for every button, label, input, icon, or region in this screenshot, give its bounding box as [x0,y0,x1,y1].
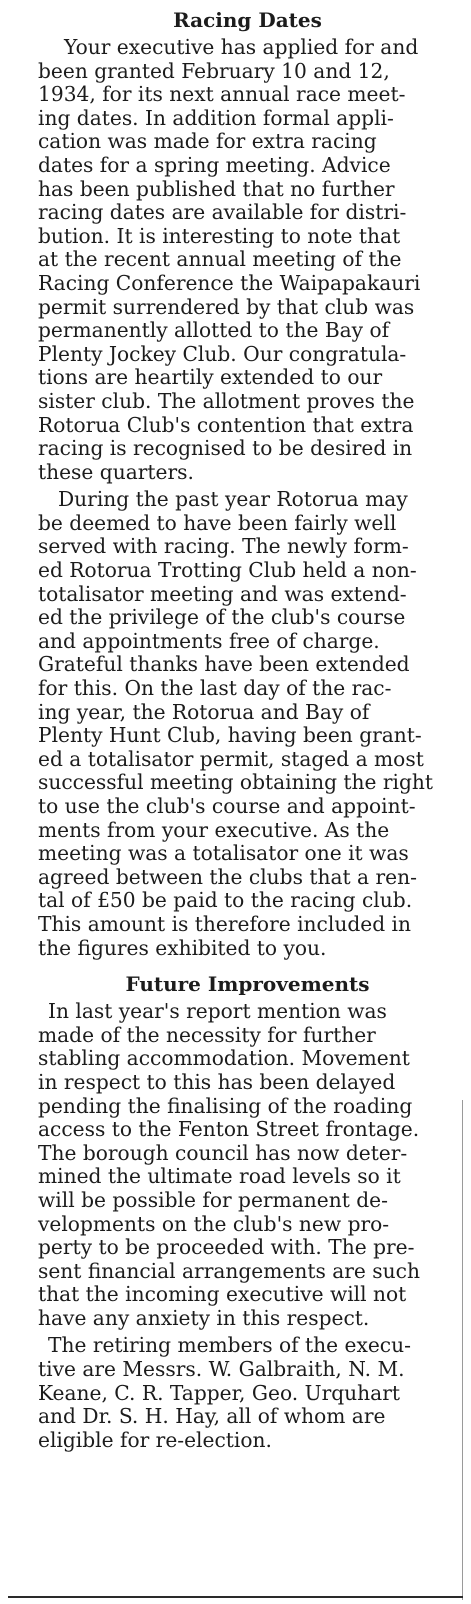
text-line: dates for a spring meeting. Advice [38,152,391,177]
text-line: Your executive has applied for and [64,35,419,59]
column-edge-rule [462,1100,463,1600]
text-line: made of the necessity for further [38,1022,376,1047]
text-line: ments from your executive. As the [38,817,390,842]
text-line: totalisator meeting and was extend- [38,581,407,606]
bottom-rule [8,1596,463,1598]
text-line: ing dates. In addition formal appli- [38,105,394,130]
text-line: During the past year Rotorua may [58,487,408,512]
text-line: agreed between the clubs that a ren- [38,864,417,889]
text-line: 1934, for its next annual race meet- [38,82,406,107]
text-line: that the incoming executive will not [38,1282,407,1307]
text-line: and Dr. S. H. Hay, all of whom are [38,1404,386,1429]
text-line: eligible for re-election. [38,1427,272,1452]
text-line: cation was made for extra racing [38,129,377,154]
text-line: ed Rotorua Trotting Club held a non- [38,558,417,583]
text-line: racing dates are available for distri- [38,200,407,225]
text-line: the figures exhibited to you. [38,935,327,960]
text-line: served with racing. The newly form- [38,534,409,559]
article-body [38,6,457,1452]
text-line: Rotorua Club's contention that extra [38,412,414,437]
text-line: been granted February 10 and 12, [38,58,390,83]
text-line: in respect to this has been delayed [38,1069,396,1094]
text-line: In last year's report mention was [48,999,387,1024]
text-line: for this. On the last day of the rac- [38,676,392,701]
text-line: The retiring members of the execu- [48,1333,411,1358]
paragraph [38,36,457,484]
text-line: tal of £50 be paid to the racing club. [38,888,413,913]
text-line: ed a totalisator permit, staged a most [38,746,424,771]
paragraph [38,1334,457,1452]
text-line: Plenty Jockey Club. Our congratula- [38,341,407,366]
text-line: Grateful thanks have been extended [38,652,410,677]
text-line: has been published that no further [38,176,395,201]
section-heading: Racing Dates [173,8,322,32]
text-line: mined the ultimate road levels so it [38,1164,401,1189]
text-line: sent financial arrangements are such [38,1258,420,1283]
text-line: access to the Fenton Street frontage. [38,1117,420,1142]
text-line: be deemed to have been fairly well [38,510,397,535]
text-line: to use the club's course and appoint- [38,794,416,818]
text-line: bution. It is interesting to note that [38,223,401,248]
text-line: at the recent annual meeting of the [38,247,402,272]
text-line: these quarters. [38,459,194,484]
section-heading: Future Improvements [125,972,370,997]
text-line: racing is recognised to be desired in [38,436,413,461]
text-line: Keane, C. R. Tapper, Geo. Urquhart [38,1380,400,1405]
text-line: Racing Conference the Waipapakauri [38,270,421,295]
paragraph [38,1000,457,1330]
text-line: This amount is therefore included in [38,911,411,936]
text-line: stabling accommodation. Movement [38,1046,410,1071]
text-line: Plenty Hunt Club, having been grant- [38,723,422,748]
text-line: perty to be proceeded with. The pre- [38,1235,415,1260]
text-line: permanently allotted to the Bay of [38,318,390,343]
text-line: tions are heartily extended to our [38,365,383,390]
text-line: permit surrendered by that club was [38,294,415,319]
paragraph [38,488,457,960]
text-line: ed the privilege of the club's course [38,605,406,630]
text-line: The borough council has now deter- [38,1140,408,1165]
text-line: meeting was a totalisator one it was [38,841,409,866]
text-line: pending the finalising of the roading [38,1093,413,1118]
text-line: velopments on the club's new pro- [38,1211,390,1236]
text-line: tive are Messrs. W. Galbraith, N. M. [38,1357,405,1382]
text-line: have any anxiety in this respect. [38,1305,370,1330]
text-line: and appointments free of charge. [38,628,380,653]
text-line: sister club. The allotment proves the [38,388,415,413]
text-line: successful meeting obtaining the right [38,770,434,795]
text-line: ing year, the Rotorua and Bay of [38,699,370,724]
text-line: will be possible for permanent de- [38,1187,388,1212]
